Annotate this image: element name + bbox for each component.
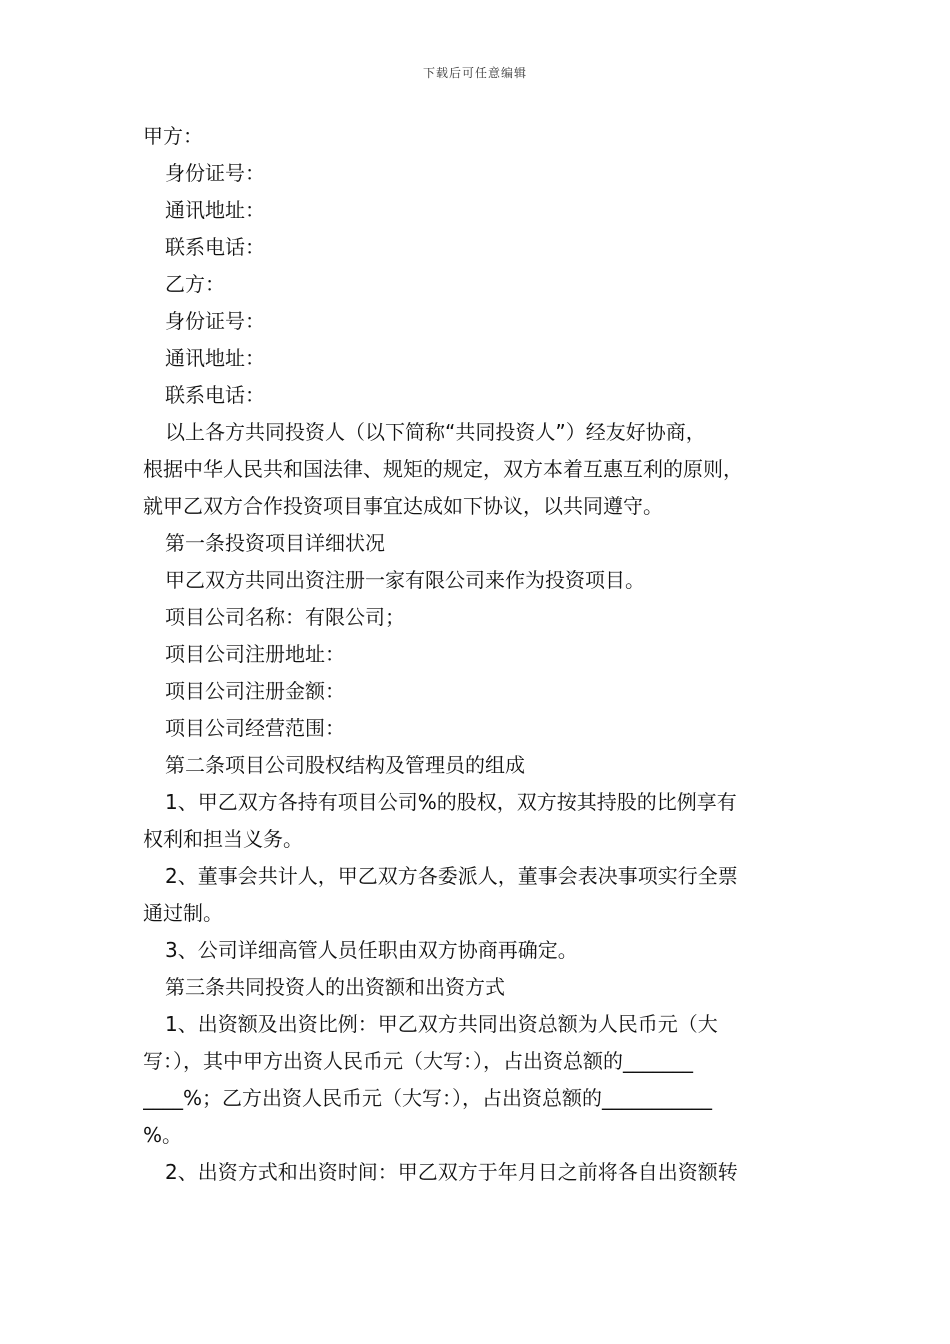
article-2-item-3: 3、公司详细高管人员任职由双方协商再确定。 [165, 938, 578, 962]
article-1-text: 甲乙双方共同出资注册一家有限公司来作为投资项目。 [165, 568, 645, 592]
article-3-item-1-line-3: ____%；乙方出资人民币元（大写：），占出资总额的___________ [143, 1086, 713, 1110]
article-3-item-2-line-1: 2、出资方式和出资时间：甲乙双方于年月日之前将各自出资额转 [165, 1160, 738, 1184]
article-2-item-1-line-2: 权利和担当义务。 [143, 827, 303, 851]
document-body [143, 118, 807, 1191]
company-name: 项目公司名称：有限公司； [165, 605, 405, 629]
company-address: 项目公司注册地址： [165, 642, 345, 666]
page-header: 下载后可任意编辑 [422, 66, 527, 80]
article-2-item-2-line-1: 2、董事会共计人，甲乙双方各委派人，董事会表决事项实行全票 [165, 864, 738, 888]
article-2-heading: 第二条项目公司股权结构及管理员的组成 [165, 753, 525, 777]
article-1-heading: 第一条投资项目详细状况 [165, 531, 385, 555]
preamble-line-2: 根据中华人民共和国法律、规矩的规定，双方本着互惠互利的原则， [143, 457, 743, 481]
party-b-label: 乙方： [165, 272, 225, 296]
company-scope: 项目公司经营范围： [165, 716, 345, 740]
article-3-item-1-line-4: %。 [143, 1123, 183, 1147]
party-a-address: 通讯地址： [165, 198, 265, 222]
company-capital: 项目公司注册金额： [165, 679, 345, 703]
preamble-line-3: 就甲乙双方合作投资项目事宜达成如下协议，以共同遵守。 [143, 494, 663, 518]
article-2-item-1-line-1: 1、甲乙双方各持有项目公司%的股权，双方按其持股的比例享有 [165, 790, 737, 814]
article-3-item-1-line-1: 1、出资额及出资比例：甲乙双方共同出资总额为人民币元（大 [165, 1012, 718, 1036]
party-b-id-number: 身份证号： [165, 309, 265, 333]
party-b-phone: 联系电话： [165, 383, 265, 407]
preamble-line-1: 以上各方共同投资人（以下简称“共同投资人”）经友好协商， [165, 420, 706, 444]
party-b-address: 通讯地址： [165, 346, 265, 370]
party-a-label: 甲方： [143, 124, 203, 148]
article-3-item-1-line-2: 写：），其中甲方出资人民币元（大写：），占出资总额的_______ [143, 1049, 693, 1073]
article-3-heading: 第三条共同投资人的出资额和出资方式 [165, 975, 505, 999]
article-2-item-2-line-2: 通过制。 [143, 901, 223, 925]
party-a-phone: 联系电话： [165, 235, 265, 259]
party-a-id-number: 身份证号： [165, 161, 265, 185]
